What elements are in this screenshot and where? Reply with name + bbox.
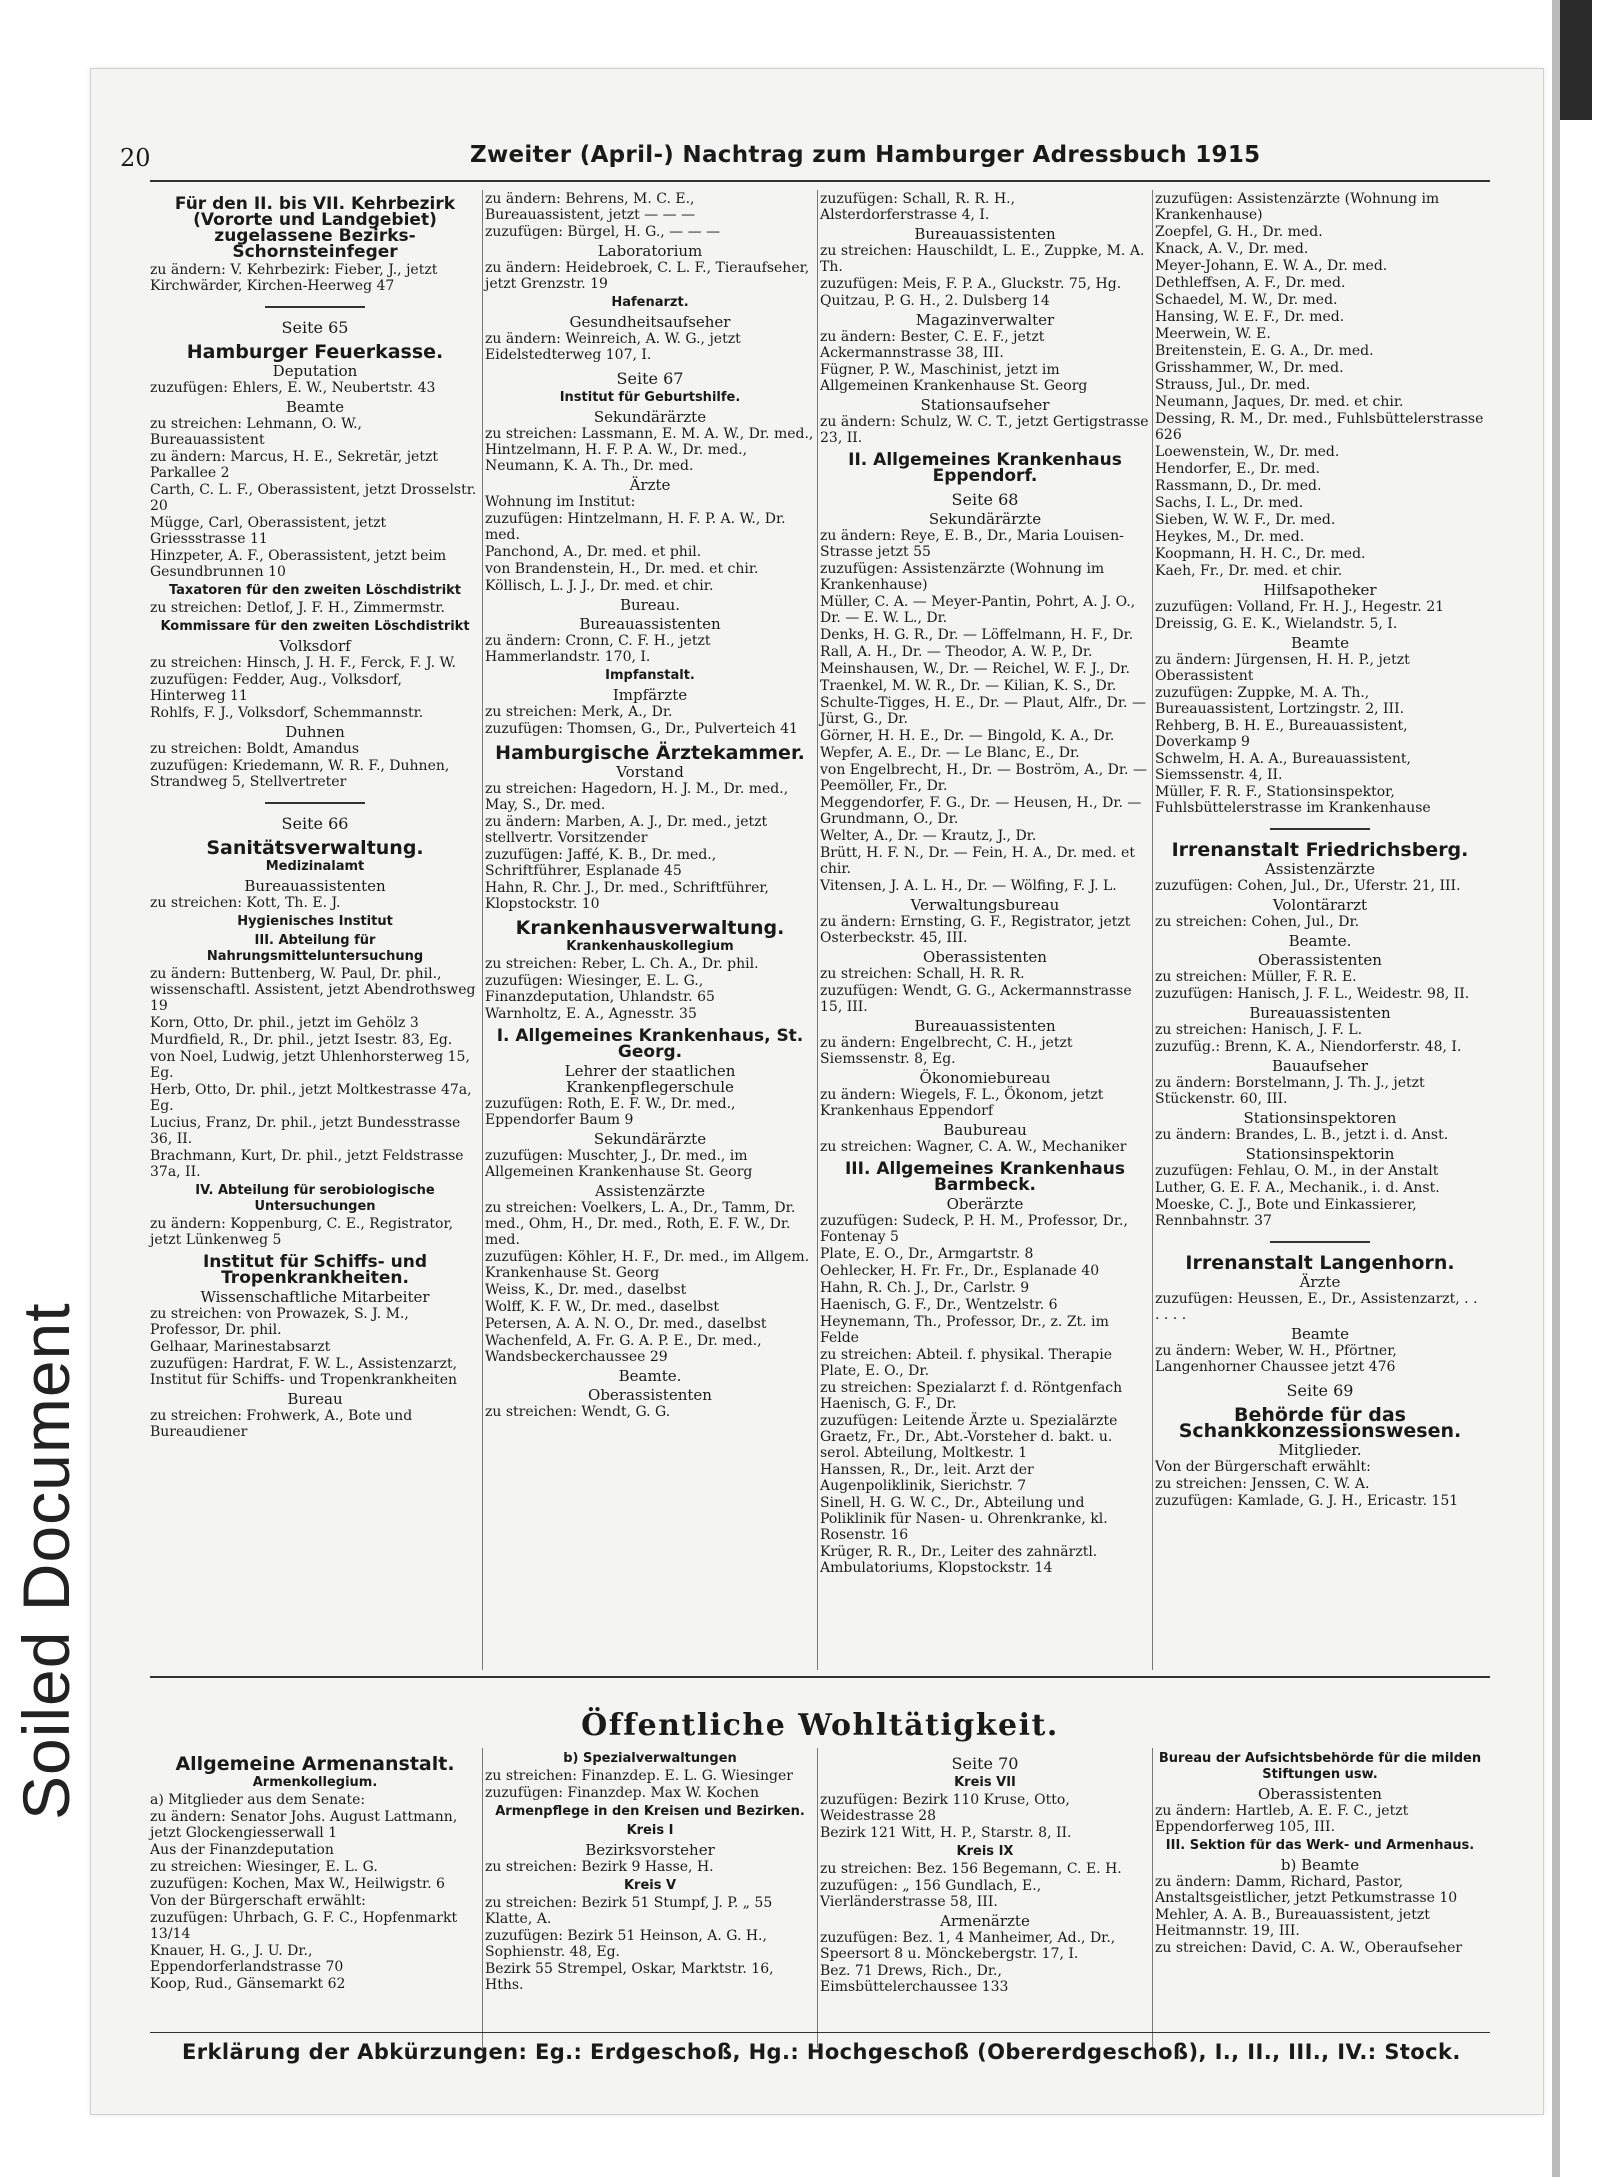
entry-line: zu ändern: Marben, A. J., Dr. med., jetzt stellvertr. Vorsitzender [485,814,768,846]
subheading: Beamte [1291,1325,1349,1343]
subheading: Vorstand [616,763,684,781]
subheading: Beamte [286,398,344,416]
entry-line: zuzufügen: Finanzdep. Max W. Kochen [485,1785,760,1801]
footer-rule [150,2032,1490,2033]
entry-line: Hendorfer, E., Dr. med. [1155,461,1320,477]
subheading: Volontärarzt [1272,896,1368,914]
subheading: Mitglieder. [1278,1441,1362,1459]
entry-line: Meggendorfer, F. G., Dr. — Heusen, H., Dr. — Grundmann, O., Dr. [820,795,1142,827]
entry-line: zu ändern: Borstelmann, J. Th. J., jetzt Stückenstr. 60, III. [1155,1075,1425,1107]
section-heading: Irrenanstalt Friedrichsberg. [1171,839,1469,861]
entry-line: zu streichen: Reber, L. Ch. A., Dr. phil. [485,956,759,972]
entry-line: zuzufügen: Hanisch, J. F. L., Weidestr. 98, II. [1155,986,1470,1002]
subheading: Stationsinspektoren [1243,1109,1397,1127]
entry-line: zuzufügen: Assistenzärzte (Wohnung im Krankenhause) [1155,191,1440,223]
subheading: Duhnen [285,723,345,741]
subheading: b) Beamte [1280,1856,1360,1874]
subsection-heading: III. Abteilung für Nahrungsmitteluntersuchung [206,933,424,964]
entry-line: zu streichen: Finanzdep. E. L. G. Wiesinger [485,1768,793,1784]
subsection-heading: Kreis V [623,1878,677,1893]
subheading: Lehrer der staatlichen Krankenpflegerschule [564,1062,736,1096]
entry-line: von Brandenstein, H., Dr. med. et chir. [485,561,759,577]
subsection-heading: III. Sektion für das Werk- und Armenhaus. [1165,1838,1475,1853]
entry-line: Neumann, Jaques, Dr. med. et chir. [1155,394,1404,410]
entry-line: zu ändern: Hartleb, A. E. F. C., jetzt Eppendorferweg 105, III. [1155,1803,1409,1835]
subheading: Oberassistenten [923,948,1047,966]
entry-line: zu streichen: Spezialarzt f. d. Röntgenfach Haenisch, G. F., Dr. [820,1380,1123,1412]
column-3 [820,190,1150,1577]
entry-line: Herb, Otto, Dr. phil., jetzt Moltkestrasse 47a, Eg. [150,1082,472,1114]
entry-line: Brütt, H. F. N., Dr. — Fein, H. A., Dr. med. et chir. [820,845,1135,877]
subheading: Bureauassistenten [914,1017,1056,1035]
entry-line: zuzufügen: Hardrat, F. W. L., Assistenzarzt, Institut für Schiffs- und Tropenkrankheiten [150,1356,458,1388]
soiled-document-stamp: Soiled Document [9,1302,83,1820]
subheading: Sekundärärzte [593,408,707,426]
entry-line: zuzufügen: Fehlau, O. M., in der Anstalt [1155,1163,1439,1179]
section-rule [150,1676,1490,1678]
subsection-heading: Institut für Geburtshilfe. [559,390,741,405]
entry-line: zuzufügen: Wiesinger, E. L. G., Finanzdeputation, Uhlandstr. 65 [485,973,715,1005]
entry-line: Heynemann, Th., Professor, Dr., z. Zt. im Felde [820,1314,1109,1346]
entry-line: zu streichen: Wiesinger, E. L. G. [150,1859,378,1875]
entry-line: Rassmann, D., Dr. med. [1155,478,1322,494]
subheading: Gesundheitsaufseher [569,313,731,331]
entry-line: zuzufügen: Ehlers, E. W., Neubertstr. 43 [150,380,436,396]
subheading: Ärzte [1299,1273,1341,1291]
entry-line: zu streichen: Detlof, J. F. H., Zimmermstr. [150,600,445,616]
separator-rule [265,306,365,308]
entry-line: zu ändern: Ernsting, G. F., Registrator, jetzt Osterbeckstr. 45, III. [820,914,1131,946]
entry-line: Panchond, A., Dr. med. et phil. [485,544,702,560]
entry-line: zu ändern: Buttenberg, W. Paul, Dr. phil., wissenschaftl. Assistent, jetzt Abendrothsweg 19 [150,966,476,1014]
entry-line: Mehler, A. A. B., Bureauassistent, jetzt Heitmannstr. 19, III. [1155,1907,1430,1939]
bottom-column-2 [485,1748,815,1994]
entry-line: Fügner, P. W., Maschinist, jetzt im Allgemeinen Krankenhause St. Georg [820,362,1088,394]
entry-line: zu streichen: Bez. 156 Begemann, C. E. H. [820,1861,1122,1877]
entry-line: Breitenstein, E. G. A., Dr. med. [1155,343,1374,359]
subheading: Bureauassistenten [1249,1004,1391,1022]
entry-line: zuzufügen: Wendt, G. G., Ackermannstrasse 15, III. [820,983,1132,1015]
section-heading: Irrenanstalt Langenhorn. [1185,1252,1455,1274]
subheading: Volksdorf [279,637,351,655]
entry-line: Rall, A. H., Dr. — Theodor, A. W. P., Dr. [820,644,1093,660]
entry-line: Wepfer, A. E., Dr. — Le Blanc, E., Dr. [820,745,1080,761]
entry-line: zu ändern: Reye, E. B., Dr., Maria Louisen-Strasse jetzt 55 [820,528,1124,560]
entry-line: zu streichen: Wendt, G. G. [485,1404,671,1420]
section-title: Öffentliche Wohltätigkeit. [581,1708,1059,1743]
entry-line: Von der Bürgerschaft erwählt: [150,1893,366,1909]
entry-line: zuzufügen: Schall, R. R. H., Alsterdorferstrasse 4, I. [820,191,1016,223]
entry-line: zu ändern: Damm, Richard, Pastor, Anstaltsgeistlicher, jetzt Petkumstrasse 10 [1155,1874,1458,1906]
entry-line: Knauer, H. G., J. U. Dr., Eppendorferlandstrasse 70 [150,1943,344,1975]
page-reference: Seite 68 [951,490,1019,509]
subheading: Ärzte [629,476,671,494]
entry-line: Strauss, Jul., Dr. med. [1155,377,1311,393]
column-4 [1155,190,1485,1510]
entry-line: Krüger, R. R., Dr., Leiter des zahnärztl. Ambulatoriums, Klopstockstr. 14 [820,1544,1098,1576]
running-title: Zweiter (April-) Nachtrag zum Hamburger Adressbuch 1915 [470,142,1261,168]
entry-line: Wachenfeld, A. Fr. G. A. P. E., Dr. med., Wandsbeckerchaussee 29 [485,1333,762,1365]
entry-line: zu streichen: Hagedorn, H. J. M., Dr. med., May, S., Dr. med. [485,781,789,813]
entry-line: zu streichen: Wagner, C. A. W., Mechaniker [820,1139,1127,1155]
entry-line: zu streichen: Hauschildt, L. E., Zuppke, M. A. Th. [820,243,1145,275]
section-heading: Behörde für das Schankkonzessionswesen. [1178,1404,1462,1442]
entry-line: Moeske, C. J., Bote und Einkassierer, Rennbahnstr. 37 [1155,1197,1417,1229]
entry-line: zu ändern: Senator Johs. August Lattmann, jetzt Glockengiesserwall 1 [150,1809,458,1841]
page-reference: Seite 67 [616,369,684,388]
section-heading: Allgemeine Armenanstalt. [175,1753,455,1775]
entry-line: Rehberg, B. H. E., Bureauassistent, Doverkamp 9 [1155,718,1408,750]
bottom-column-4 [1155,1748,1485,1957]
entry-line: Hansing, W. E. F., Dr. med. [1155,309,1345,325]
column-divider [817,190,818,1670]
right-margin [1542,0,1600,2177]
entry-line: zu streichen: Abteil. f. physikal. Therapie Plate, E. O., Dr. [820,1347,1113,1379]
entry-line: zu ändern: Koppenburg, C. E., Registrator, jetzt Lünkenweg 5 [150,1216,454,1248]
entry-line: zu streichen: Bezirk 9 Hasse, H. [485,1859,714,1875]
subheading: Oberassistenten [1258,951,1382,969]
entry-line: Gelhaar, Marinestabsarzt [150,1339,331,1355]
entry-line: Hahn, R. Ch. J., Dr., Carlstr. 9 [820,1280,1030,1296]
entry-line: Bez. 71 Drews, Rich., Dr., Eimsbüttelerchaussee 133 [820,1963,1009,1995]
entry-line: Korn, Otto, Dr. phil., jetzt im Gehölz 3 [150,1015,419,1031]
entry-line: zuzufügen: Uhrbach, G. F. C., Hopfenmarkt 13/14 [150,1910,458,1942]
subheading: Bureau [287,1390,343,1408]
subheading: Stationsinspektorin [1245,1145,1395,1163]
bottom-column-1 [150,1748,480,1993]
entry-line: Loewenstein, W., Dr. med. [1155,444,1340,460]
subheading: Ökonomiebureau [919,1069,1051,1087]
entry-line: zu ändern: Jürgensen, H. H. P., jetzt Oberassistent [1155,652,1410,684]
column-1 [150,190,480,1441]
page-reference: Seite 66 [281,814,349,833]
entry-line: Petersen, A. A. N. O., Dr. med., daselbst [485,1316,767,1332]
subheading: Stationsaufseher [920,396,1050,414]
entry-line: zuzufügen: Köhler, H. F., Dr. med., im Allgem. Krankenhause St. Georg [485,1249,810,1281]
entry-line: Von der Bürgerschaft erwählt: [1155,1459,1371,1475]
entry-line: zu streichen: Lehmann, O. W., Bureauassistent [150,416,362,448]
entry-line: zu ändern: Schulz, W. C. T., jetzt Gertigstrasse 23, II. [820,414,1149,446]
entry-line: Rohlfs, F. J., Volksdorf, Schemmannstr. [150,705,424,721]
entry-line: zu streichen: Voelkers, L. A., Dr., Tamm, Dr. med., Ohm, H., Dr. med., Roth, E. F. W., Dr. med. [485,1200,796,1248]
page-header [120,140,1420,180]
entry-line: Sinell, H. G. W. C., Dr., Abteilung und Poliklinik für Nasen- u. Ohrenkranke, kl. Rosenstr. 16 [820,1495,1108,1543]
entry-line: Sachs, I. L., Dr. med. [1155,495,1304,511]
page-reference: Seite 69 [1286,1381,1354,1400]
entry-line: zu ändern: Engelbrecht, C. H., jetzt Siemssenstr. 8, Eg. [820,1035,1073,1067]
subheading: Sekundärärzte [928,510,1042,528]
entry-line: zuzufügen: Bürgel, H. G., — — — [485,224,721,240]
entry-line: Mügge, Carl, Oberassistent, jetzt Griessstrasse 11 [150,515,387,547]
entry-line: Meerwein, W. E. [1155,326,1271,342]
entry-line: zuzufügen: Assistenzärzte (Wohnung im Krankenhause) [820,561,1105,593]
entry-line: zu streichen: Boldt, Amandus [150,741,360,757]
section-heading: Institut für Schiffs- und Tropenkrankheiten. [202,1252,428,1288]
entry-line: zuzufügen: Sudeck, P. H. M., Professor, Dr., Fontenay 5 [820,1213,1128,1245]
entry-line: Luther, G. E. F. A., Mechanik., i. d. Anst. [1155,1180,1440,1196]
entry-line: zuzufügen: Muschter, J., Dr. med., im Allgemeinen Krankenhause St. Georg [485,1148,753,1180]
entry-line: zu ändern: Bester, C. E. F., jetzt Ackermannstrasse 38, III. [820,329,1045,361]
entry-line: Warnholtz, E. A., Agnesstr. 35 [485,1006,697,1022]
column-divider [482,190,483,1670]
page-reference: Seite 70 [951,1754,1019,1773]
entry-line: zuzufügen: Roth, E. F. W., Dr. med., Eppendorfer Baum 9 [485,1096,736,1128]
subheading: Hilfsapotheker [1263,581,1377,599]
separator-rule [265,802,365,804]
subsection-heading: Kommissare für den zweiten Löschdistrikt [160,619,470,634]
subheading: Bezirksvorsteher [585,1841,715,1859]
section-heading: I. Allgemeines Krankenhaus, St. Georg. [496,1026,804,1062]
entry-line: Brachmann, Kurt, Dr. phil., jetzt Feldstrasse 37a, II. [150,1148,464,1180]
entry-line: Schwelm, H. A. A., Bureauassistent, Siemssenstr. 4, II. [1155,751,1411,783]
entry-line: Murdfield, R., Dr. phil., jetzt Isestr. 83, Eg. [150,1032,453,1048]
subheading: Impfärzte [612,686,688,704]
entry-line: zu streichen: Hinsch, J. H. F., Ferck, F. J. W. [150,655,456,671]
entry-line: zu streichen: Merk, A., Dr. [485,704,673,720]
header-rule [150,180,1490,182]
entry-line: zuzufügen: „ 156 Gundlach, E., Vierländerstrasse 58, III. [820,1878,1042,1910]
entry-line: Aus der Finanzdeputation [150,1842,334,1858]
entry-line: von Engelbrecht, H., Dr. — Boström, A., Dr. — Peemöller, Fr., Dr. [820,762,1147,794]
subsection-heading: b) Spezialverwaltungen [563,1751,737,1766]
subheading: Armenärzte [940,1912,1030,1930]
entry-line: Dreissig, G. E. K., Wielandstr. 5, I. [1155,616,1398,632]
entry-line: zuzufügen: Bez. 1, 4 Manheimer, Ad., Dr., Speersort 8 u. Mönckebergstr. 17, I. [820,1930,1116,1962]
entry-line: zuzufügen: Volland, Fr. H. J., Hegestr. 21 [1155,599,1445,615]
entry-line: Kaeh, Fr., Dr. med. et chir. [1155,563,1343,579]
entry-line: zu streichen: Jenssen, C. W. A. [1155,1476,1370,1492]
subheading: Bauaufseher [1271,1057,1369,1075]
subheading: Assistenzärzte [594,1182,706,1200]
subheading: Wissenschaftliche Mitarbeiter [200,1288,430,1306]
column-divider [482,1748,483,2048]
entry-line: zuzufügen: Hintzelmann, H. F. P. A. W., Dr. med. [485,511,786,543]
entry-line: zuzufügen: Bezirk 110 Kruse, Otto, Weidestrasse 28 [820,1792,1070,1824]
entry-line: zu streichen: Müller, F. R. E. [1155,969,1357,985]
entry-line: zu ändern: Weber, W. H., Pförtner, Langenhorner Chaussee jetzt 476 [1155,1343,1397,1375]
subheading: Deputation [272,362,358,380]
subheading: Sekundärärzte [593,1130,707,1148]
subheading: Oberärzte [946,1195,1024,1213]
subsection-heading: Hygienisches Institut [237,914,393,929]
entry-line: zuzufügen: Kochen, Max W., Heilwigstr. 6 [150,1876,445,1892]
subheading: Baubureau [943,1121,1027,1139]
entry-line: Zoepfel, G. H., Dr. med. [1155,224,1323,240]
entry-line: Welter, A., Dr. — Krautz, J., Dr. [820,828,1037,844]
entry-line: zu ändern: Wiegels, F. L., Ökonom, jetzt Krankenhaus Eppendorf [820,1087,1104,1119]
entry-line: zu streichen: Lassmann, E. M. A. W., Dr. med., Hintzelmann, H. F. P. A. W., Dr. med., Neumann, K. A. Th., Dr. med. [485,426,814,474]
entry-line: zuzufügen: Fedder, Aug., Volksdorf, Hinterweg 11 [150,672,402,704]
entry-line: zuzufügen: Heussen, E., Dr., Assistenzarzt, . . . . . . [1155,1291,1478,1323]
entry-line: Grisshammer, W., Dr. med. [1155,360,1344,376]
entry-line: Hahn, R. Chr. J., Dr. med., Schriftführer, Klopstockstr. 10 [485,880,769,912]
entry-line: zuzufügen: Leitende Ärzte u. Spezialärzte Graetz, Fr., Dr., Abt.-Vorsteher d. bakt. u. serol. Abteilung, Moltkestr. 1 [820,1413,1118,1461]
entry-line: Bezirk 121 Witt, H. P., Starstr. 8, II. [820,1825,1072,1841]
subsection-heading: Krankenhauskollegium [566,939,734,954]
subsection-heading: IV. Abteilung für serobiologische Untersuchungen [195,1183,435,1214]
subsection-heading: Medizinalamt [265,859,365,874]
entry-line: zu streichen: Bezirk 51 Stumpf, J. P. „ 55 Klatte, A. [485,1895,773,1927]
entry-line: zu ändern: Weinreich, A. W. G., jetzt Eidelstedterweg 107, I. [485,331,741,363]
subsection-heading: Bureau der Aufsichtsbehörde für die milden Stiftungen usw. [1158,1751,1482,1782]
entry-line: Müller, F. R. F., Stationsinspektor, Fuhlsbüttelerstrasse im Krankenhause [1155,784,1431,816]
entry-line: Weiss, K., Dr. med., daselbst [485,1282,687,1298]
entry-line: Oehlecker, H. Fr. Fr., Dr., Esplanade 40 [820,1263,1100,1279]
column-divider [1152,1748,1153,2048]
bottom-columns [150,1748,1490,2048]
entry-line: Wohnung im Institut: [485,494,636,510]
entry-line: Hanssen, R., Dr., leit. Arzt der Augenpoliklinik, Sierichstr. 7 [820,1462,1034,1494]
entry-line: zu streichen: Kott, Th. E. J. [150,895,341,911]
subheading: Bureau. [619,596,681,614]
subsection-heading: Hafenarzt. [611,295,689,310]
section-heading: Krankenhausverwaltung. [515,917,785,939]
section-heading: Hamburgische Ärztekammer. [495,742,805,764]
entry-line: zuzufügen: Jaffé, K. B., Dr. med., Schriftführer, Esplanade 45 [485,847,717,879]
subsection-heading: Taxatoren für den zweiten Löschdistrikt [168,583,462,598]
entry-line: zu streichen: David, C. A. W., Oberaufseher [1155,1940,1463,1956]
entry-line: zu ändern: Heidebroek, C. L. F., Tieraufseher, jetzt Grenzstr. 19 [485,260,810,292]
entry-line: zu streichen: Frohwerk, A., Bote und Bureaudiener [150,1408,413,1440]
entry-line: zuzufügen: Bezirk 51 Heinson, A. G. H., Sophienstr. 48, Eg. [485,1928,767,1960]
subheading: Assistenzärzte [1264,860,1376,878]
section-heading: III. Allgemeines Krankenhaus Barmbeck. [844,1159,1125,1195]
subheading: Oberassistenten [1258,1785,1382,1803]
subheading: Oberassistenten [588,1386,712,1404]
separator-rule [1270,1241,1370,1243]
entry-line: zuzufügen: Kamlade, G. J. H., Ericastr. 151 [1155,1493,1459,1509]
entry-line: Koopmann, H. H. C., Dr. med. [1155,546,1366,562]
subsection-heading: Armenkollegium. [252,1775,378,1790]
entry-line: zu streichen: von Prowazek, S. J. M., Professor, Dr. phil. [150,1306,409,1338]
entry-line: Koop, Rud., Gänsemarkt 62 [150,1976,346,1992]
entry-line: Müller, C. A. — Meyer-Pantin, Pohrt, A. J. O., Dr. — E. W. L., Dr. [820,594,1136,626]
section-heading: Sanitätsverwaltung. [206,837,424,859]
subheading: Bureauassistenten [244,877,386,895]
entry-line: zu streichen: Hanisch, J. F. L. [1155,1022,1363,1038]
entry-line: Meyer-Johann, E. W. A., Dr. med. [1155,258,1388,274]
entry-line: Knack, A. V., Dr. med. [1155,241,1309,257]
entry-line: Quitzau, P. G. H., 2. Dulsberg 14 [820,293,1050,309]
entry-line: Dethleffsen, A. F., Dr. med. [1155,275,1346,291]
subheading: Beamte. [1288,932,1352,950]
subsection-heading: Kreis IX [956,1844,1014,1859]
entry-line: Köllisch, L. J. J., Dr. med. et chir. [485,578,714,594]
column-divider [817,1748,818,2048]
entry-line: zu streichen: Schall, H. R. R. [820,966,1025,982]
entry-line: Görner, H. H. E., Dr. — Bingold, K. A., Dr. [820,728,1115,744]
entry-line: Dessing, R. M., Dr. med., Fuhlsbüttelerstrasse 626 [1155,411,1484,443]
entry-line: zuzufügen: Thomsen, G., Dr., Pulverteich 41 [485,721,798,737]
entry-line: zuzufüg.: Brenn, K. A., Niendorferstr. 48, I. [1155,1039,1462,1055]
entry-line: von Noel, Ludwig, jetzt Uhlenhorsterweg 15, Eg. [150,1049,470,1081]
entry-line: zu ändern: Brandes, L. B., jetzt i. d. Anst. [1155,1127,1449,1143]
subheading: Bureauassistenten [579,615,721,633]
entry-line: zuzufügen: Kriedemann, W. R. F., Duhnen, Strandweg 5, Stellvertreter [150,758,450,790]
main-columns [150,190,1490,1670]
section-heading: II. Allgemeines Krankenhaus Eppendorf. [848,450,1122,486]
entry-line: Denks, H. G. R., Dr. — Löffelmann, H. F., Dr. [820,627,1134,643]
entry-line: Heykes, M., Dr. med. [1155,529,1305,545]
entry-line: zuzufügen: Meis, F. P. A., Gluckstr. 75, Hg. [820,276,1122,292]
page-number: 20 [120,144,151,172]
subsection-heading: Armenpflege in den Kreisen und Bezirken. [495,1804,805,1819]
entry-line: Traenkel, M. W. R., Dr. — Kilian, K. S., Dr. [820,678,1117,694]
subheading: Verwaltungsbureau [910,896,1060,914]
bottom-column-3 [820,1748,1150,1996]
entry-line: Haenisch, G. F., Dr., Wentzelstr. 6 [820,1297,1058,1313]
subsection-heading: Kreis VII [954,1775,1016,1790]
entry-line: zuzufügen: Cohen, Jul., Dr., Uferstr. 21, III. [1155,878,1461,894]
page-reference: Seite 65 [281,318,349,337]
entry-line: Meinshausen, W., Dr. — Reichel, W. F. J., Dr. [820,661,1130,677]
subheading: Beamte. [618,1367,682,1385]
entry-line: zu ändern: Behrens, M. C. E., Bureauassistent, jetzt — — — [485,191,696,223]
subheading: Beamte [1291,634,1349,652]
entry-line: Hinzpeter, A. F., Oberassistent, jetzt beim Gesundbrunnen 10 [150,548,447,580]
page-spine [1552,0,1560,2177]
subsection-heading: Impfanstalt. [605,668,695,683]
entry-line: Wolff, K. F. W., Dr. med., daselbst [485,1299,719,1315]
section-heading: Hamburger Feuerkasse. [186,341,444,363]
abbreviations-footer: Erklärung der Abkürzungen: Eg.: Erdgeschoß, Hg.: Hochgeschoß (Obererdgeschoß), I., II., III., IV.: Stock. [182,2040,1461,2064]
entry-line: Plate, E. O., Dr., Armgartstr. 8 [820,1246,1034,1262]
entry-line: Schulte-Tigges, H. E., Dr. — Plaut, Alfr., Dr. — Jürst, G., Dr. [820,695,1146,727]
column-divider [1152,190,1153,1670]
section-heading: Für den II. bis VII. Kehrbezirk (Vororte und Landgebiet) zugelassene Bezirks-Schornsteinfeger [174,194,456,262]
entry-line: zu ändern: V. Kehrbezirk: Fieber, J., jetzt Kirchwärder, Kirchen-Heerweg 47 [150,262,438,294]
entry-line: Carth, C. L. F., Oberassistent, jetzt Drosselstr. 20 [150,482,477,514]
entry-line: Schaedel, M. W., Dr. med. [1155,292,1338,308]
entry-line: Lucius, Franz, Dr. phil., jetzt Bundesstrasse 36, II. [150,1115,461,1147]
entry-line: zuzufügen: Zuppke, M. A. Th., Bureauassistent, Lortzingstr. 2, III. [1155,685,1405,717]
subsection-heading: Kreis I [626,1823,674,1838]
separator-rule [1270,828,1370,830]
entry-line: zu streichen: Cohen, Jul., Dr. [1155,914,1360,930]
subheading: Laboratorium [597,242,703,260]
entry-line: Bezirk 55 Strempel, Oskar, Marktstr. 16, Hths. [485,1961,774,1993]
entry-line: a) Mitglieder aus dem Senate: [150,1792,366,1808]
entry-line: zu ändern: Marcus, H. E., Sekretär, jetzt Parkallee 2 [150,449,438,481]
entry-line: Vitensen, J. A. L. H., Dr. — Wölfing, F. J. L. [820,878,1117,894]
entry-line: zu ändern: Cronn, C. F. H., jetzt Hammerlandstr. 170, I. [485,633,711,665]
entry-line: Sieben, W. W. F., Dr. med. [1155,512,1336,528]
subheading: Bureauassistenten [914,225,1056,243]
column-2 [485,190,815,1421]
subheading: Magazinverwalter [915,311,1055,329]
